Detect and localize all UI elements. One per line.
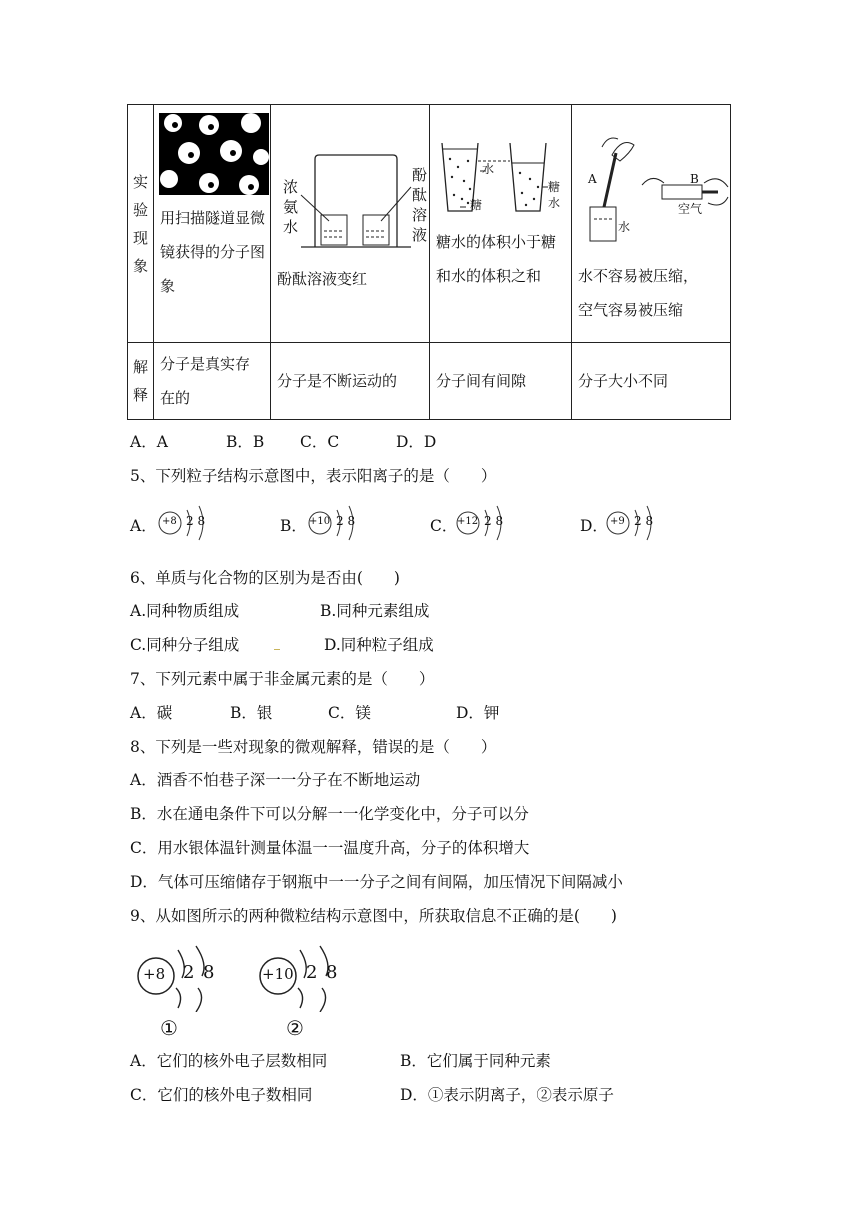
q9-question: 9、从如图所示的两种微粒结构示意图中，所获取信息不正确的是( )	[130, 907, 617, 925]
stray-mark	[274, 649, 280, 650]
row-header-phenomenon	[128, 105, 154, 343]
q6-option-a[interactable]: A.同种物质组成	[130, 602, 240, 620]
cell-stm-phenomenon	[154, 105, 271, 343]
q9-option-c[interactable]: C．它们的核外电子数相同	[130, 1086, 313, 1104]
q6-option-d[interactable]: D.同种粒子组成	[324, 636, 434, 654]
cell-stm-explanation	[154, 343, 271, 420]
q9-option-b[interactable]: B．它们属于同种元素	[400, 1052, 551, 1070]
q8-option-c[interactable]: C．用水银体温针测量体温一一温度升高，分子的体积增大	[130, 839, 530, 857]
stm-molecule-image	[159, 113, 269, 195]
compression-syringe-diagram	[572, 133, 730, 243]
q9-diagram2-shell1: 2	[306, 962, 318, 983]
q6-question: 6、单质与化合物的区别为是否由( )	[130, 569, 400, 587]
compress-phenomenon-text-1: 水不容易被压缩，	[578, 267, 699, 285]
cell-phenolphthalein-explanation	[271, 343, 430, 420]
q7-option-c[interactable]: C．镁	[328, 704, 371, 722]
syringe-a-label: A	[588, 172, 597, 186]
cell-sugar-explanation	[430, 343, 572, 420]
row-header-explanation	[128, 343, 154, 420]
q5-option-d-shells: 2 8	[634, 514, 654, 528]
q8-option-b[interactable]: B．水在通电条件下可以分解一一化学变化中，分子可以分	[130, 805, 529, 823]
q9-diagram1-shell1: 2	[183, 962, 195, 983]
stm-explanation-text: 分子是真实存在的	[160, 355, 251, 407]
sugar-explanation-text: 分子间有间隙	[436, 372, 527, 390]
phenolphthalein-phenomenon-text: 酚酞溶液变红	[277, 270, 368, 288]
q9-diagram2-shell2: 8	[326, 962, 338, 983]
q5-option-a-nucleus: +8	[162, 516, 177, 527]
q9-diagram1-label: ①	[160, 1016, 178, 1040]
q9-diagram2-label: ②	[286, 1016, 304, 1040]
q4-option-d[interactable]: D．D	[396, 433, 437, 451]
q5-option-b-nucleus: +10	[309, 516, 331, 527]
q8-option-a[interactable]: A．酒香不怕巷子深一一分子在不断地运动	[130, 771, 421, 789]
q6-option-c[interactable]: C.同种分子组成	[130, 636, 240, 654]
q7-question: 7、下列元素中属于非金属元素的是（ ）	[130, 670, 435, 688]
q4-option-a[interactable]: A．A	[130, 433, 168, 451]
q5-question: 5、下列粒子结构示意图中，表示阳离子的是（ ）	[130, 467, 497, 485]
sugar-phenomenon-text: 糖水的体积小于糖和水的体积之和	[436, 233, 557, 285]
q5-option-d-label[interactable]: D．	[580, 517, 608, 535]
q9-option-a[interactable]: A．它们的核外电子层数相同	[130, 1052, 328, 1070]
q5-option-a-shells: 2 8	[186, 514, 206, 528]
syringe-air-label: 空气	[678, 202, 703, 216]
cell-sugar-phenomenon	[430, 105, 572, 343]
sugar-water-label: 糖水	[548, 180, 561, 210]
experiment-table	[127, 104, 731, 420]
cell-phenolphthalein-phenomenon	[271, 105, 430, 343]
q7-option-d[interactable]: D．钾	[456, 704, 500, 722]
phenolphthalein-label: 酚酞溶液	[412, 166, 428, 244]
row-header-explanation-text: 解释	[133, 358, 149, 404]
q7-option-a[interactable]: A．碳	[130, 704, 173, 722]
q4-option-b[interactable]: B．B	[226, 433, 265, 451]
cell-compress-phenomenon	[572, 105, 731, 343]
syringe-b-label: B	[690, 172, 699, 186]
water-label: 水	[482, 162, 495, 176]
sugar-label: 糖	[470, 198, 483, 212]
phenolphthalein-explanation-text: 分子是不断运动的	[277, 372, 398, 390]
row-header-phenomenon-text: 实验现象	[133, 172, 149, 275]
compress-explanation-text: 分子大小不同	[578, 372, 669, 390]
stm-phenomenon-text: 用扫描隧道显微镜获得的分子图象	[160, 209, 266, 295]
q5-option-c-nucleus: +12	[457, 516, 479, 527]
q9-diagram2-nucleus: +10	[262, 965, 294, 983]
q7-option-b[interactable]: B．银	[230, 704, 273, 722]
q8-question: 8、下列是一些对现象的微观解释，错误的是（ ）	[130, 738, 497, 756]
q4-option-c[interactable]: C．C	[300, 433, 340, 451]
q5-option-d-nucleus: +9	[610, 516, 625, 527]
q5-option-c-label[interactable]: C．	[430, 517, 458, 535]
q9-diagram1-shell2: 8	[203, 962, 215, 983]
q8-option-d[interactable]: D．气体可压缩储存于钢瓶中一一分子之间有间隔，加压情况下间隔减小	[130, 873, 623, 891]
cell-compress-explanation	[572, 343, 731, 420]
syringe-water-label: 水	[618, 220, 631, 234]
q9-option-d[interactable]: D．①表示阴离子，②表示原子	[400, 1086, 614, 1104]
q5-option-b-label[interactable]: B．	[280, 517, 307, 535]
compress-phenomenon-text-2: 空气容易被压缩	[578, 301, 684, 319]
q6-option-b[interactable]: B.同种元素组成	[320, 602, 430, 620]
q9-diagram1-nucleus: +8	[143, 965, 166, 983]
q5-option-c-shells: 2 8	[484, 514, 504, 528]
q5-option-a-label[interactable]: A．	[130, 517, 157, 535]
q5-option-b-shells: 2 8	[336, 514, 356, 528]
ammonia-label: 浓氨水	[283, 178, 299, 236]
